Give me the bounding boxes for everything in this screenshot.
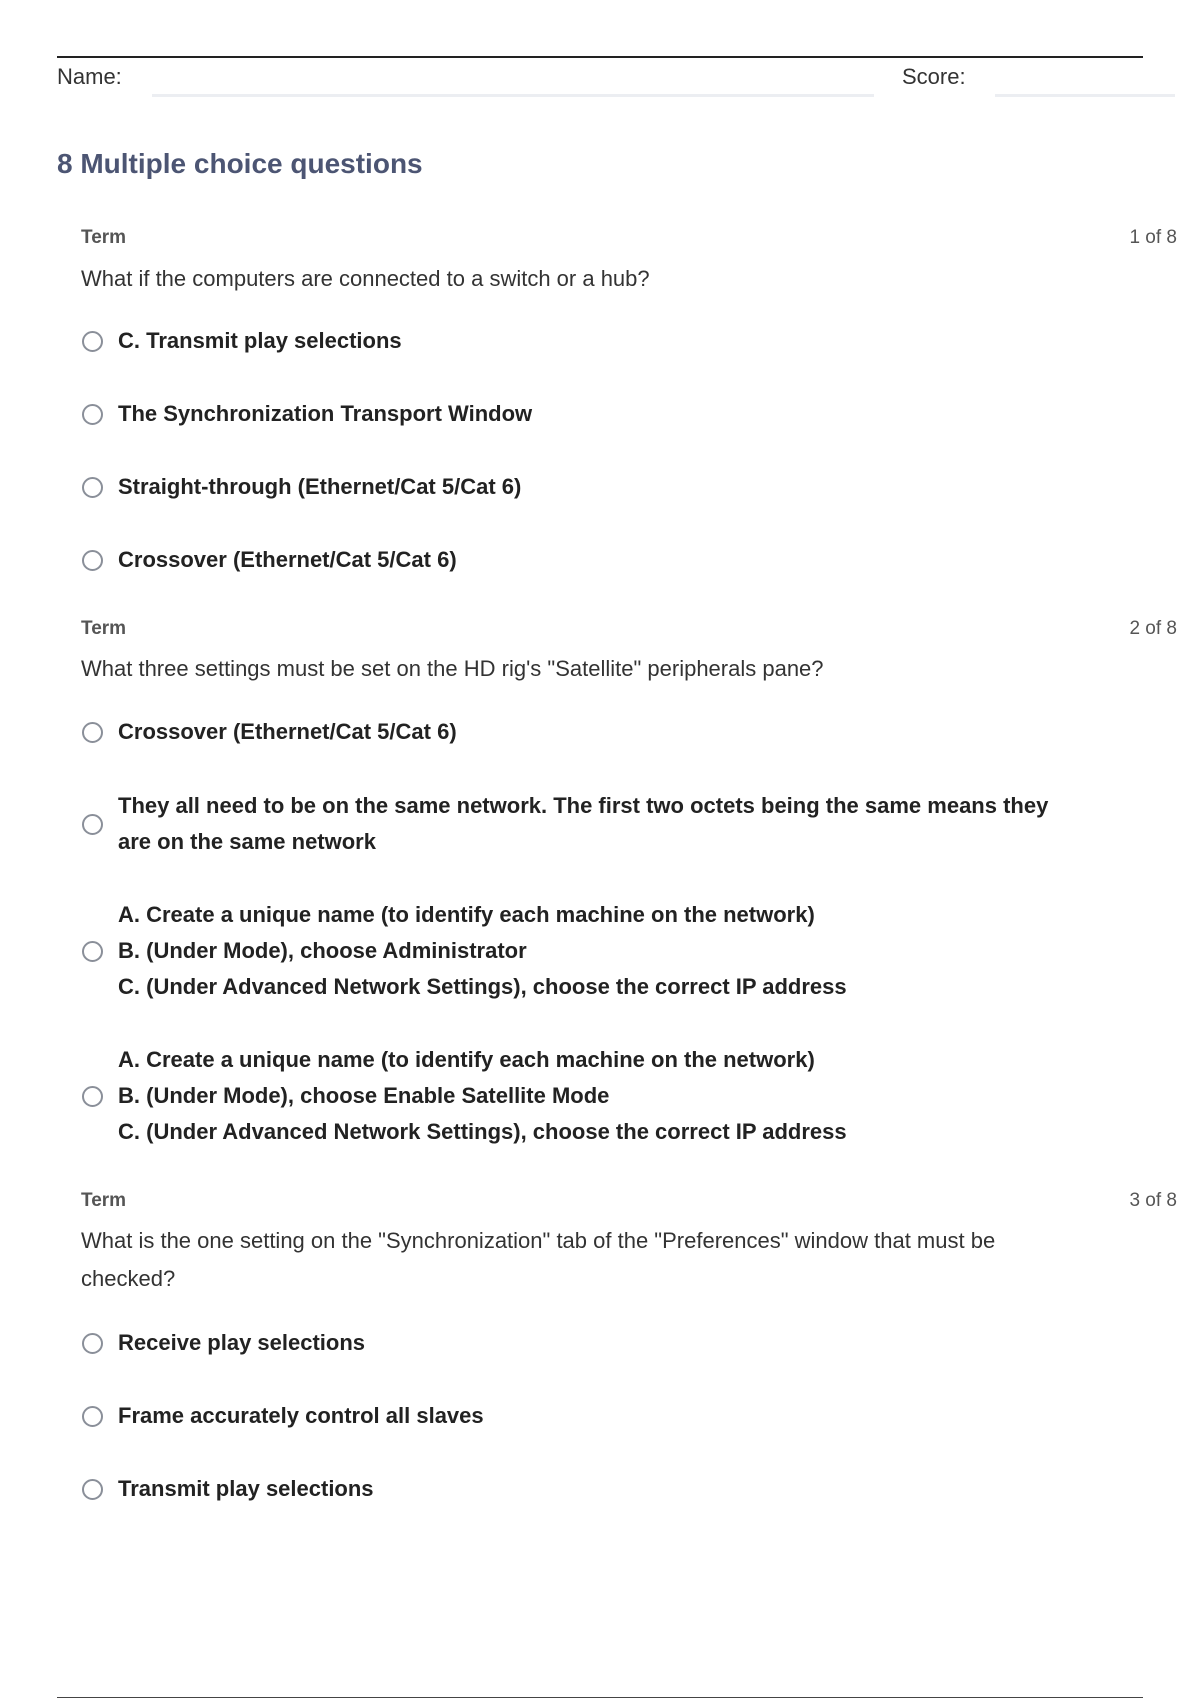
top-rule — [57, 56, 1143, 58]
section-title: 8 Multiple choice questions — [57, 148, 423, 179]
question-prompt: What if the computers are connected to a switch or a hub? — [81, 266, 650, 291]
option-text: Transmit play selections — [118, 1476, 374, 1501]
answer-option[interactable] — [81, 396, 1141, 432]
name-field[interactable] — [152, 94, 874, 97]
radio-button[interactable] — [82, 722, 103, 743]
answer-option[interactable] — [81, 1325, 1141, 1361]
score-field[interactable] — [995, 94, 1175, 97]
radio-button[interactable] — [82, 814, 103, 835]
option-text: Straight-through (Ethernet/Cat 5/Cat 6) — [118, 474, 522, 499]
radio-button[interactable] — [82, 1333, 103, 1354]
radio-button[interactable] — [82, 477, 103, 498]
option-text: Crossover (Ethernet/Cat 5/Cat 6) — [118, 719, 457, 744]
answer-option[interactable] — [81, 469, 1141, 505]
option-text: C. Transmit play selections — [118, 328, 402, 353]
radio-button[interactable] — [82, 550, 103, 571]
question-counter: 1 of 8 — [1129, 227, 1177, 248]
option-text: Receive play selections — [118, 1330, 366, 1355]
answer-option[interactable] — [81, 542, 1141, 578]
question-3 — [81, 1190, 1177, 1520]
option-text: Crossover (Ethernet/Cat 5/Cat 6) — [118, 547, 457, 572]
question-prompt: What three settings must be set on the HD rig's "Satellite" peripherals pane? — [81, 656, 824, 681]
answer-option[interactable] — [81, 788, 1141, 860]
option-text: They all need to be on the same network. The first two octets being the same means they are on the same network — [118, 793, 1049, 854]
answer-option[interactable] — [81, 1398, 1141, 1434]
bottom-rule — [57, 1697, 1143, 1698]
option-text: The Synchronization Transport Window — [118, 401, 533, 426]
answer-option[interactable] — [81, 1471, 1141, 1507]
option-text: A. Create a unique name (to identify each machine on the network) B. (Under Mode), choose Enable Satellite Mode C. (Under Advanced Network Settings), choose the correct IP address — [118, 1047, 847, 1144]
radio-button[interactable] — [82, 331, 103, 352]
term-label: Term — [81, 1190, 127, 1211]
name-label: Name: — [57, 64, 122, 89]
option-text: A. Create a unique name (to identify each machine on the network) B. (Under Mode), choose Administrator C. (Under Advanced Network Settings), choose the correct IP address — [118, 902, 847, 999]
term-label: Term — [81, 618, 127, 639]
question-1 — [81, 227, 1177, 587]
answer-option[interactable] — [81, 897, 1141, 1005]
answer-option[interactable] — [81, 1042, 1141, 1150]
radio-button[interactable] — [82, 1406, 103, 1427]
radio-button[interactable] — [82, 1479, 103, 1500]
radio-button[interactable] — [82, 404, 103, 425]
question-counter: 3 of 8 — [1129, 1190, 1177, 1211]
answer-option[interactable] — [81, 323, 1141, 359]
score-label: Score: — [902, 64, 966, 89]
answer-option[interactable] — [81, 714, 1141, 750]
radio-button[interactable] — [82, 1086, 103, 1107]
radio-button[interactable] — [82, 941, 103, 962]
term-label: Term — [81, 227, 127, 248]
option-text: Frame accurately control all slaves — [118, 1403, 484, 1428]
question-counter: 2 of 8 — [1129, 618, 1177, 639]
question-2 — [81, 618, 1177, 1158]
header-row — [57, 62, 1177, 102]
question-prompt: What is the one setting on the "Synchronization" tab of the "Preferences" window that must be checked? — [81, 1228, 996, 1291]
